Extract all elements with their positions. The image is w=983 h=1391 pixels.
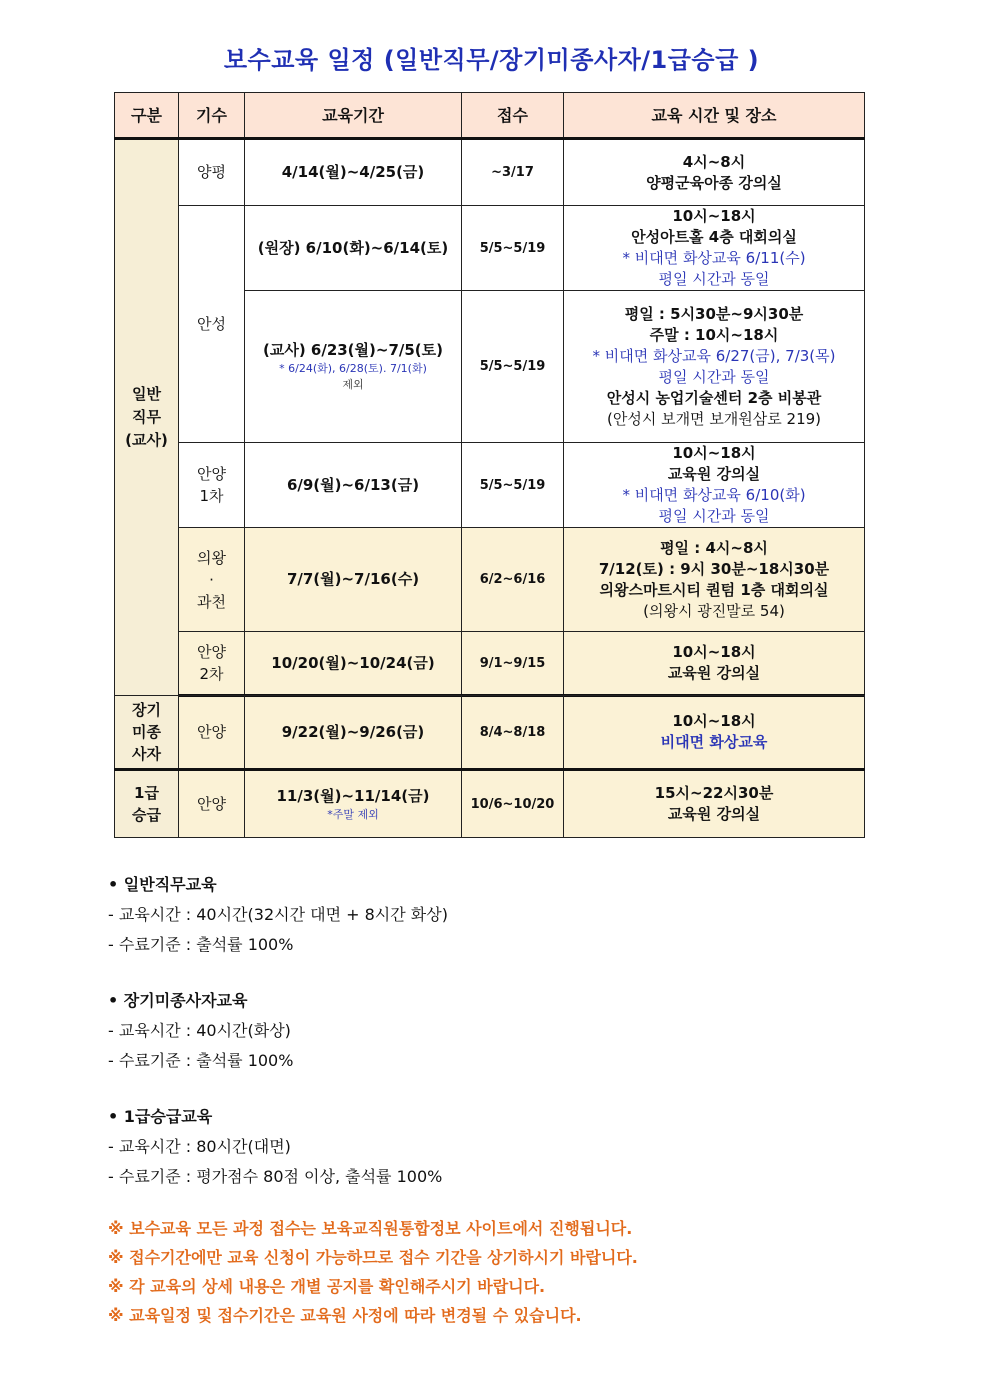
note-long-term: • 장기미종사자교육 - 교육시간 : 40시간(화상) - 수료기준 : 출석률 100% [108, 991, 294, 1070]
registration-cell: ~3/17 [462, 139, 564, 206]
registration-cell: 9/1~9/15 [462, 632, 564, 696]
header-gisu: 기수 [179, 93, 245, 139]
table-row [115, 139, 865, 206]
table-header-row [115, 93, 865, 139]
place-cell: 15시~22시30분 교육원 강의실 [564, 770, 865, 838]
period-cell: 4/14(월)~4/25(금) [245, 139, 462, 206]
place-cell: 4시~8시 양평군육아종 강의실 [564, 139, 865, 206]
registration-cell: 10/6~10/20 [462, 770, 564, 838]
table-row [115, 206, 865, 291]
category-long-term: 장기 미종 사자 [115, 696, 179, 770]
gisu-cell: 안양 [179, 696, 245, 770]
header-registration: 접수 [462, 93, 564, 139]
gisu-cell: 안양 1차 [179, 443, 245, 528]
period-cell: 10/20(월)~10/24(금) [245, 632, 462, 696]
gisu-cell: 양평 [179, 139, 245, 206]
period-cell: 9/22(월)~9/26(금) [245, 696, 462, 770]
period-cell: 11/3(월)~11/14(금) *주말 제외 [245, 770, 462, 838]
table-row [115, 770, 865, 838]
table-row [115, 443, 865, 528]
warning-line: ※ 보수교육 모든 과정 접수는 보육교직원통합정보 사이트에서 진행됩니다. [108, 1219, 633, 1238]
page-title: 보수교육 일정 (일반직무/장기미종사자/1급승급 ) [223, 46, 760, 74]
place-cell: 10시~18시 교육원 강의실 * 비대면 화상교육 6/10(화) 평일 시간과 동일 [564, 443, 865, 528]
period-cell: 6/9(월)~6/13(금) [245, 443, 462, 528]
warning-line: ※ 각 교육의 상세 내용은 개별 공지를 확인해주시기 바랍니다. [108, 1277, 546, 1296]
period-cell: (원장) 6/10(화)~6/14(토) [245, 206, 462, 291]
table-row [115, 632, 865, 696]
note-promotion: • 1급승급교육 - 교육시간 : 80시간(대면) - 수료기준 : 평가점수 80점 이상, 출석률 100% [108, 1107, 443, 1186]
place-cell: 10시~18시 교육원 강의실 [564, 632, 865, 696]
place-cell: 평일 : 4시~8시 7/12(토) : 9시 30분~18시30분 의왕스마트시티 퀀텀 1층 대회의실 (의왕시 광진말로 54) [564, 528, 865, 632]
period-cell: (교사) 6/23(월)~7/5(토) * 6/24(화), 6/28(토). 7/1(화) 제외 [245, 291, 462, 443]
registration-cell: 5/5~5/19 [462, 291, 564, 443]
registration-cell: 5/5~5/19 [462, 443, 564, 528]
place-cell: 10시~18시 안성아트홀 4층 대회의실 * 비대면 화상교육 6/11(수) 평일 시간과 동일 [564, 206, 865, 291]
notes-section [108, 870, 888, 1192]
header-period: 교육기간 [245, 93, 462, 139]
category-promotion: 1급 승급 [115, 770, 179, 838]
schedule-table [114, 92, 865, 838]
gisu-cell: 안양 2차 [179, 632, 245, 696]
gisu-cell: 의왕 · 과천 [179, 528, 245, 632]
table-row [115, 528, 865, 632]
table-row [115, 696, 865, 770]
warnings-section [108, 1214, 908, 1330]
category-general: 일반 직무 (교사) [115, 139, 179, 696]
gisu-cell: 안성 [179, 206, 245, 443]
place-cell: 10시~18시 비대면 화상교육 [564, 696, 865, 770]
gisu-cell: 안양 [179, 770, 245, 838]
header-category: 구분 [115, 93, 179, 139]
registration-cell: 6/2~6/16 [462, 528, 564, 632]
registration-cell: 8/4~8/18 [462, 696, 564, 770]
registration-cell: 5/5~5/19 [462, 206, 564, 291]
place-cell: 평일 : 5시30분~9시30분 주말 : 10시~18시 * 비대면 화상교육 6/27(금), 7/3(목) 평일 시간과 동일 안성시 농업기술센터 2층 비봉관 (안성시 보개면 보개원삼로 219) [564, 291, 865, 443]
note-general: • 일반직무교육 - 교육시간 : 40시간(32시간 대면 + 8시간 화상) - 수료기준 : 출석률 100% [108, 875, 448, 954]
header-time-place: 교육 시간 및 장소 [564, 93, 865, 139]
warning-line: ※ 교육일정 및 접수기간은 교육원 사정에 따라 변경될 수 있습니다. [108, 1306, 582, 1325]
period-cell: 7/7(월)~7/16(수) [245, 528, 462, 632]
warning-line: ※ 접수기간에만 교육 신청이 가능하므로 접수 기간을 상기하시기 바랍니다. [108, 1248, 638, 1267]
